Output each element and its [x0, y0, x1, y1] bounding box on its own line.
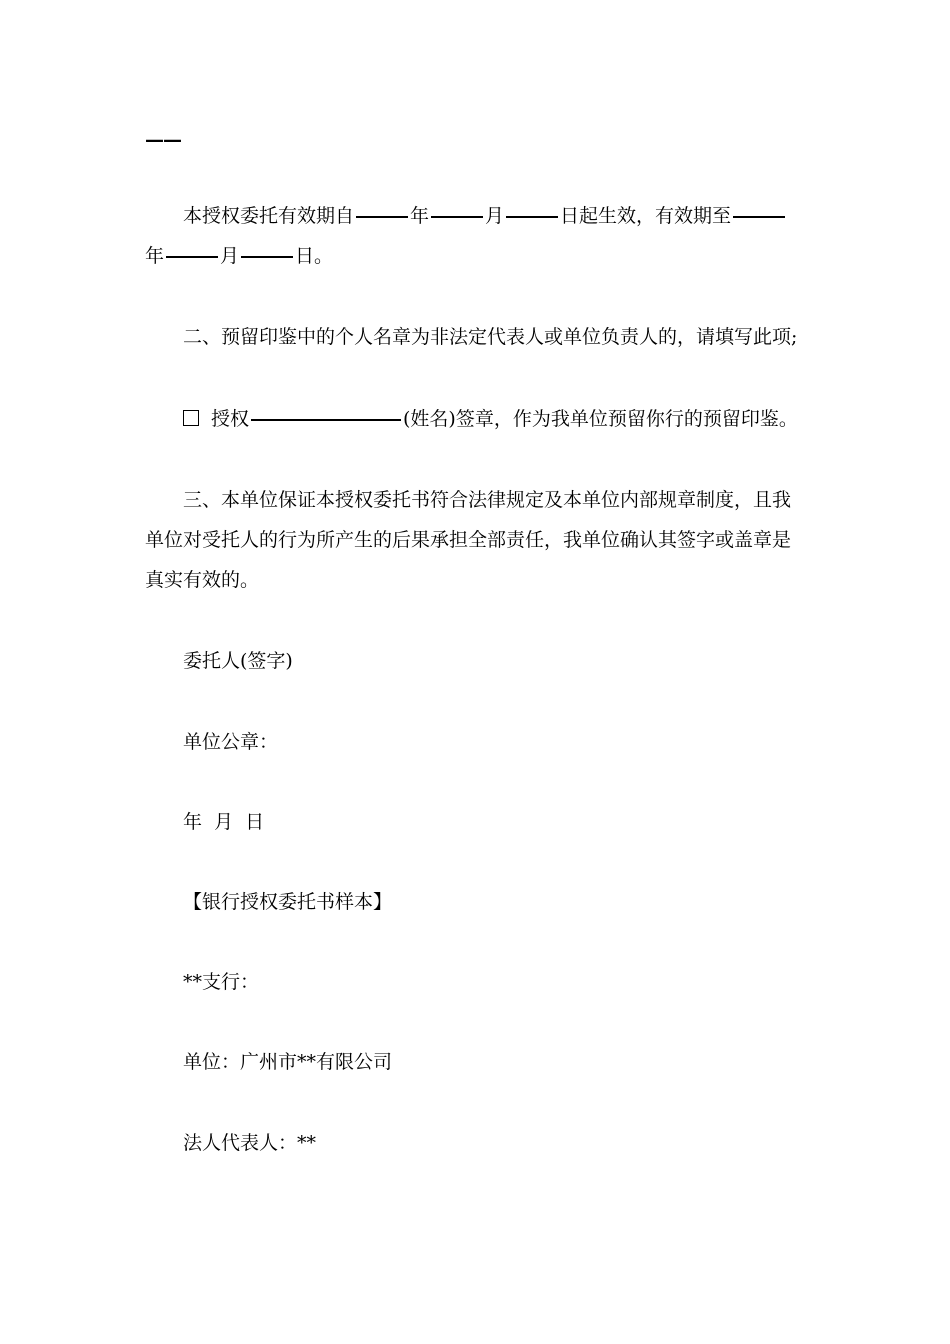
end-year-blank-a[interactable] — [733, 215, 785, 218]
start-month-blank[interactable] — [431, 215, 483, 218]
end-month-blank[interactable] — [166, 255, 218, 258]
top-dash-fragment: —— — [145, 129, 181, 151]
end-day-blank[interactable] — [241, 255, 293, 258]
sample-title: 【银行授权委托书样本】 — [183, 891, 393, 913]
section3-paragraph — [145, 480, 805, 600]
section2-heading: 二、预留印鉴中的个人名章为非法定代表人或单位负责人的，请填写此项; — [183, 326, 798, 348]
validity-line-1: 本授权委托有效期自 年 月 日起生效，有效期至 — [145, 196, 805, 236]
start-year-blank[interactable] — [356, 215, 408, 218]
validity-line-2: 年 月 日。 — [145, 245, 334, 267]
authorization-checkbox[interactable] — [183, 410, 199, 426]
validity-paragraph — [145, 196, 805, 276]
date-label: 年 月 日 — [183, 811, 265, 833]
name-blank[interactable] — [251, 418, 401, 421]
section2-authorization-line: 授权 (姓名)签章，作为我单位预留你行的预留印鉴。 — [145, 399, 843, 439]
start-day-blank[interactable] — [506, 215, 558, 218]
legal-representative-line: 法人代表人：** — [183, 1132, 317, 1154]
section3-line-1: 三、本单位保证本授权委托书符合法律规定及本单位内部规章制度，且我 — [183, 489, 792, 511]
unit-seal-label: 单位公章： — [183, 731, 279, 753]
unit-line: 单位：广州市**有限公司 — [183, 1051, 393, 1073]
principal-signature-label: 委托人(签字) — [183, 650, 293, 672]
bank-branch-line: **支行： — [183, 971, 260, 993]
section3-line-2: 单位对受托人的行为所产生的后果承担全部责任，我单位确认其签字或盖章是 — [145, 529, 792, 551]
section3-line-3: 真实有效的。 — [145, 569, 260, 591]
